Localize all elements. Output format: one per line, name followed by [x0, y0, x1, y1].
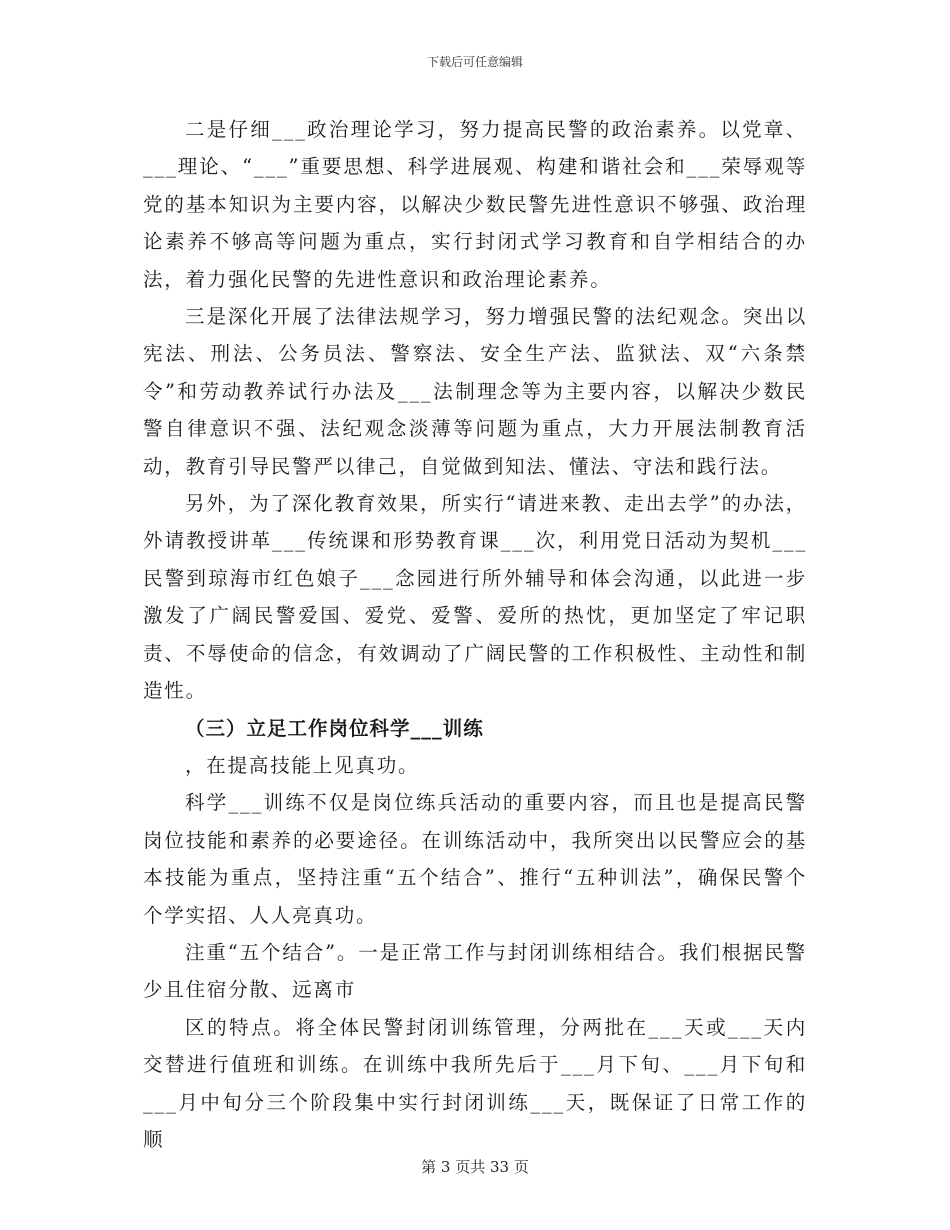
document-body: [143, 111, 807, 1158]
paragraph-training: 科学___训练不仅是岗位练兵活动的重要内容，而且也是提高民警岗位技能和素养的必要途径。在训练活动中，我所突出以民警应会的基本技能为重点，坚持注重“五个结合”、推行“五种训法”，确保民警个个学实招、人人亮真功。: [143, 791, 808, 927]
paragraph-closed-training: 区的特点。将全体民警封闭训练管理，分两批在___天或___天内交替进行值班和训练。在训练中我所先后于___月下旬、___月下旬和___月中旬分三个阶段集中实行封闭训练___天，既保证了日常工作的顺: [143, 1015, 807, 1151]
section-heading: （三）立足工作岗位科学___训练: [185, 716, 484, 740]
header-note: 下载后可任意编辑: [426, 55, 523, 69]
heading-continuation: ，在提高技能上见真功。: [185, 753, 420, 777]
paragraph-law-study: 三是深化开展了法律法规学习，努力增强民警的法纪观念。突出以宪法、刑法、公务员法、警察法、安全生产法、监狱法、双“六条禁令”和劳动教养试行办法及___法制理念等为主要内容，以解决少数民警自律意识不强、法纪观念淡薄等问题为重点，大力开展法制教育活动，教育引导民警严以律己，自觉做到知法、懂法、守法和践行法。: [143, 305, 807, 478]
paragraph-education-effect: 另外，为了深化教育效果，所实行“请进来教、走出去学”的办法，外请教授讲革___传统课和形势教育课___次，利用党日活动为契机___民警到琼海市红色娘子___念园进行所外辅导和体会沟通，以此进一步激发了广阔民警爱国、爱党、爱警、爱所的热忱，更加坚定了牢记职责、不辱使命的信念，有效调动了广阔民警的工作积极性、主动性和制造性。: [143, 492, 807, 703]
paragraph-political-study: 二是仔细___政治理论学习，努力提高民警的政治素养。以党章、___理论、“___”重要思想、科学进展观、构建和谐社会和___荣辱观等党的基本知识为主要内容，以解决少数民警先进性意识不够强、政治理论素养不够高等问题为重点，实行封闭式学习教育和自学相结合的办法，着力强化民警的先进性意识和政治理论素养。: [143, 118, 807, 291]
paragraph-five-combinations: 注重“五个结合”。一是正常工作与封闭训练相结合。我们根据民警少且住宿分散、远离市: [143, 940, 807, 1002]
page-footer: 第 3 页共 33 页: [421, 1158, 529, 1176]
